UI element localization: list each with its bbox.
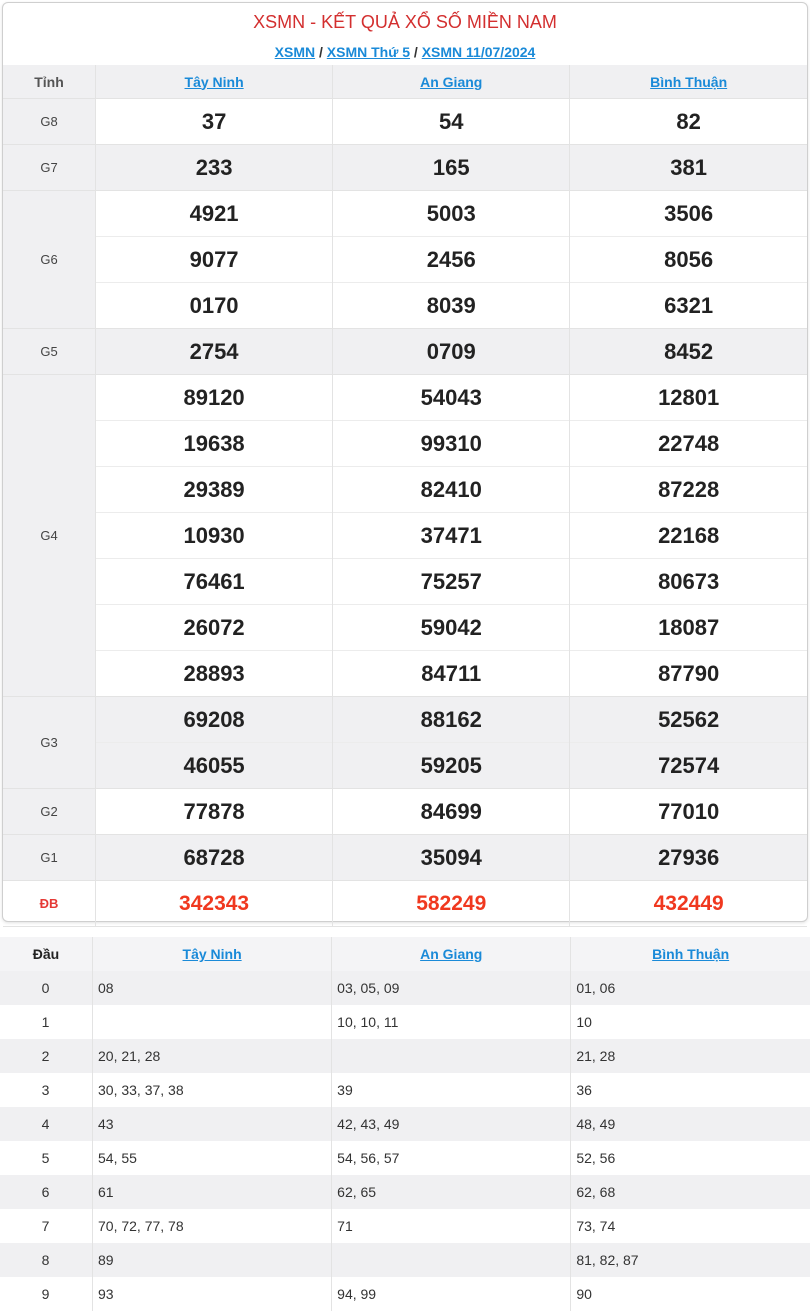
prize-number: 52562 <box>570 697 807 743</box>
loto-values: 70, 72, 77, 78 <box>93 1209 332 1243</box>
breadcrumb-date[interactable]: XSMN 11/07/2024 <box>421 44 536 60</box>
loto-values: 08 <box>93 971 332 1005</box>
prize-number: 89120 <box>96 375 333 421</box>
loto-values: 61 <box>93 1175 332 1209</box>
prize-number: 27936 <box>570 835 807 881</box>
loto-province-link-an-giang[interactable]: An Giang <box>420 946 483 962</box>
prize-row <box>3 789 807 835</box>
prize-number: 26072 <box>96 605 333 651</box>
loto-values: 01, 06 <box>571 971 810 1005</box>
prize-number: 84699 <box>333 789 570 835</box>
breadcrumb <box>3 41 807 65</box>
loto-table <box>0 937 810 1311</box>
prize-number: 28893 <box>96 651 333 697</box>
loto-values: 54, 56, 57 <box>332 1141 571 1175</box>
prize-label: G5 <box>3 329 96 375</box>
loto-values: 93 <box>93 1277 332 1311</box>
prize-number: 37471 <box>333 513 570 559</box>
loto-row <box>0 1005 810 1039</box>
loto-province-link-binh-thuan[interactable]: Bình Thuận <box>652 946 730 962</box>
page-title: XSMN - KẾT QUẢ XỔ SỐ MIỀN NAM <box>253 12 557 32</box>
results-card <box>2 2 808 922</box>
prize-number: 77878 <box>96 789 333 835</box>
prize-number: 99310 <box>333 421 570 467</box>
prize-number: 3506 <box>570 191 807 237</box>
dau-digit: 0 <box>0 971 93 1005</box>
prize-label: G3 <box>3 697 96 789</box>
loto-row <box>0 1073 810 1107</box>
prize-number: 8039 <box>333 283 570 329</box>
prize-number: 37 <box>96 99 333 145</box>
province-column-header: Tỉnh <box>3 65 96 99</box>
prize-number: 82 <box>570 99 807 145</box>
breadcrumb-separator: / <box>413 44 418 60</box>
prize-row <box>3 467 807 513</box>
prize-number: 6321 <box>570 283 807 329</box>
loto-values: 39 <box>332 1073 571 1107</box>
prize-number: 2456 <box>333 237 570 283</box>
prize-number: 22168 <box>570 513 807 559</box>
loto-values: 62, 68 <box>571 1175 810 1209</box>
loto-row <box>0 1039 810 1073</box>
prize-number: 10930 <box>96 513 333 559</box>
loto-values <box>332 1039 571 1073</box>
prize-label: G6 <box>3 191 96 329</box>
prize-row <box>3 329 807 375</box>
prize-number: 8056 <box>570 237 807 283</box>
prize-row <box>3 605 807 651</box>
prize-number: 432449 <box>570 881 807 927</box>
loto-values <box>332 1243 571 1277</box>
prize-number: 68728 <box>96 835 333 881</box>
prize-label: G2 <box>3 789 96 835</box>
prize-number: 8452 <box>570 329 807 375</box>
prize-number: 165 <box>333 145 570 191</box>
dau-digit: 1 <box>0 1005 93 1039</box>
prize-row <box>3 559 807 605</box>
prize-number: 35094 <box>333 835 570 881</box>
loto-row <box>0 1107 810 1141</box>
loto-values <box>93 1005 332 1039</box>
prize-number: 18087 <box>570 605 807 651</box>
dau-digit: 5 <box>0 1141 93 1175</box>
prize-number: 0709 <box>333 329 570 375</box>
prize-number: 381 <box>570 145 807 191</box>
loto-values: 03, 05, 09 <box>332 971 571 1005</box>
prize-number: 77010 <box>570 789 807 835</box>
loto-values: 36 <box>576 1082 592 1098</box>
dau-digit: 3 <box>0 1073 93 1107</box>
loto-row <box>0 1277 810 1311</box>
prize-number: 82410 <box>333 467 570 513</box>
loto-values: 73, 74 <box>576 1218 616 1234</box>
loto-row <box>0 1141 810 1175</box>
dau-digit: 6 <box>0 1175 93 1209</box>
loto-values: 94, 99 <box>332 1277 571 1311</box>
breadcrumb-separator: / <box>318 44 323 60</box>
loto-row <box>0 1209 810 1243</box>
prize-label: G1 <box>3 835 96 881</box>
prize-row <box>3 651 807 697</box>
dau-digit: 4 <box>0 1107 93 1141</box>
dau-digit: 2 <box>0 1039 93 1073</box>
prize-number: 84711 <box>333 651 570 697</box>
prize-number: 69208 <box>96 697 333 743</box>
province-link-tay-ninh[interactable]: Tây Ninh <box>184 73 244 90</box>
prize-number: 59205 <box>333 743 570 789</box>
prize-number: 46055 <box>96 743 333 789</box>
results-table <box>3 65 807 926</box>
prize-number: 5003 <box>333 191 570 237</box>
province-link-an-giang[interactable]: An Giang <box>420 73 483 90</box>
loto-values: 90 <box>576 1286 592 1302</box>
prize-row <box>3 421 807 467</box>
prize-number: 54 <box>333 99 570 145</box>
loto-values: 10 <box>576 1014 592 1030</box>
loto-values: 81, 82, 87 <box>571 1243 810 1277</box>
prize-number: 54043 <box>333 375 570 421</box>
prize-number: 87228 <box>570 467 807 513</box>
prize-label: G7 <box>3 145 96 191</box>
prize-number: 29389 <box>96 467 333 513</box>
prize-number: 88162 <box>333 697 570 743</box>
prize-row <box>3 697 807 743</box>
loto-values: 71 <box>332 1209 571 1243</box>
loto-values: 43 <box>93 1107 332 1141</box>
loto-row <box>0 1175 810 1209</box>
prize-number: 0170 <box>96 283 333 329</box>
prize-row <box>3 99 807 145</box>
prize-number: 582249 <box>333 881 570 927</box>
dau-digit: 8 <box>0 1243 93 1277</box>
prize-number: 233 <box>96 145 333 191</box>
prize-row <box>3 743 807 789</box>
province-link-binh-thuan[interactable]: Bình Thuận <box>650 73 728 90</box>
loto-values: 20, 21, 28 <box>93 1039 332 1073</box>
loto-province-link-tay-ninh[interactable]: Tây Ninh <box>182 946 242 962</box>
prize-number: 4921 <box>96 191 333 237</box>
prize-row <box>3 191 807 237</box>
prize-row <box>3 375 807 421</box>
prize-label: ĐB <box>3 881 96 927</box>
breadcrumb-xsmn[interactable]: XSMN <box>274 44 316 60</box>
prize-number: 2754 <box>96 329 333 375</box>
loto-values: 21, 28 <box>571 1039 810 1073</box>
loto-row <box>0 971 810 1005</box>
prize-number: 9077 <box>96 237 333 283</box>
prize-number: 22748 <box>570 421 807 467</box>
loto-values: 52, 56 <box>576 1150 616 1166</box>
prize-number: 59042 <box>333 605 570 651</box>
prize-number: 75257 <box>333 559 570 605</box>
prize-row <box>3 145 807 191</box>
prize-number: 12801 <box>570 375 807 421</box>
loto-values: 54, 55 <box>93 1141 332 1175</box>
dau-column-header: Đầu <box>0 937 93 971</box>
prize-label: G4 <box>3 375 96 697</box>
prize-row <box>3 835 807 881</box>
prize-row <box>3 513 807 559</box>
prize-number: 72574 <box>570 743 807 789</box>
prize-number: 76461 <box>96 559 333 605</box>
loto-values: 48, 49 <box>571 1107 810 1141</box>
loto-row <box>0 1243 810 1277</box>
prize-row <box>3 237 807 283</box>
prize-label: G8 <box>3 99 96 145</box>
loto-values: 30, 33, 37, 38 <box>93 1073 332 1107</box>
breadcrumb-thu5[interactable]: XSMN Thứ 5 <box>326 44 411 60</box>
prize-row <box>3 283 807 329</box>
prize-row <box>3 881 807 927</box>
loto-values: 62, 65 <box>332 1175 571 1209</box>
prize-number: 80673 <box>570 559 807 605</box>
loto-values: 10, 10, 11 <box>332 1005 571 1039</box>
loto-values: 89 <box>93 1243 332 1277</box>
prize-number: 342343 <box>96 881 333 927</box>
dau-digit: 9 <box>0 1277 93 1311</box>
loto-values: 42, 43, 49 <box>332 1107 571 1141</box>
dau-digit: 7 <box>0 1209 93 1243</box>
prize-number: 87790 <box>570 651 807 697</box>
prize-number: 19638 <box>96 421 333 467</box>
